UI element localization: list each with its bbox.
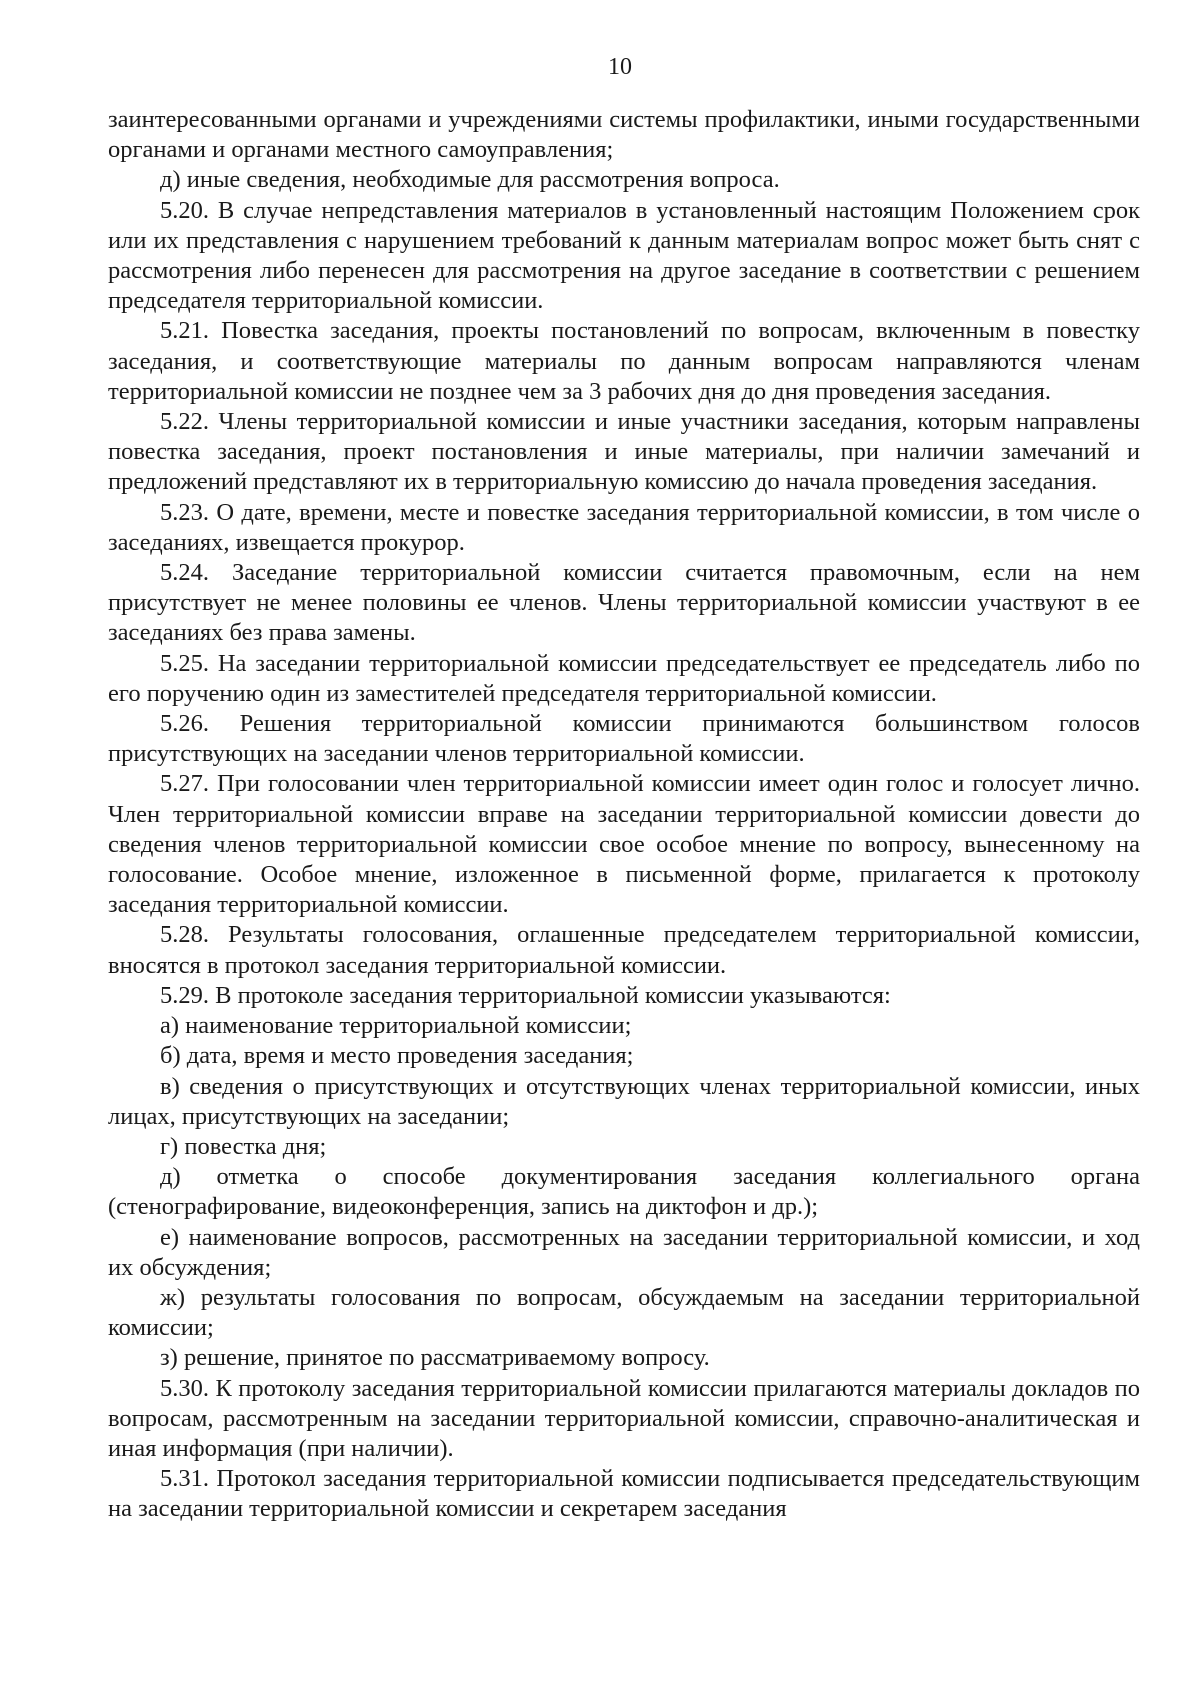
- list-item-d-other-info: д) иные сведения, необходимые для рассмотрения вопроса.: [160, 166, 780, 194]
- document-body: [108, 105, 1140, 1525]
- clause-5-24: 5.24. Заседание территориальной комиссии считается правомочным, если на нем присутствует не менее половины ее членов. Члены территориальной комиссии участвуют в ее заседаниях без права замены.: [108, 559, 1140, 647]
- list-item-d: д) отметка о способе документирования заседания коллегиального органа (стенографирование, видеоконференция, запись на диктофон и др.);: [108, 1163, 1140, 1221]
- list-item-e: е) наименование вопросов, рассмотренных на заседании территориальной комиссии, и ход их обсуждения;: [108, 1223, 1140, 1281]
- page-number: 10: [608, 54, 632, 80]
- list-item-g: г) повестка дня;: [160, 1132, 327, 1160]
- clause-5-25: 5.25. На заседании территориальной комиссии председательствует ее председатель либо по его поручению один из заместителей председателя территориальной комиссии.: [108, 649, 1140, 707]
- clause-5-27: 5.27. При голосовании член территориальной комиссии имеет один голос и голосует лично. Член территориальной комиссии вправе на заседании территориальной комиссии довести до сведения членов территориальной комиссии свое особое мнение по вопросу, вынесенному на голосование. Особое мнение, изложенное в письменной форме, прилагается к протоколу заседания территориальной комиссии.: [108, 770, 1140, 919]
- clause-5-20: 5.20. В случае непредставления материалов в установленный настоящим Положением срок или их представления с нарушением требований к данным материалам вопрос может быть снят с рассмотрения либо перенесен для рассмотрения на другое заседание в соответствии с решением председателя территориальной комиссии.: [108, 196, 1140, 315]
- clause-5-23: 5.23. О дате, времени, месте и повестке заседания территориальной комиссии, в том числе о заседаниях, извещается прокурор.: [108, 498, 1140, 556]
- list-item-z: з) решение, принятое по рассматриваемому вопросу.: [160, 1344, 710, 1372]
- clause-5-30: 5.30. К протоколу заседания территориальной комиссии прилагаются материалы докладов по вопросам, рассмотренным на заседании территориальной комиссии, справочно-аналитическая и иная информация (при наличии).: [108, 1374, 1140, 1462]
- clause-5-21: 5.21. Повестка заседания, проекты постановлений по вопросам, включенным в повестку заседания, и соответствующие материалы по данным вопросам направляются членам территориальной комиссии не позднее чем за 3 рабочих дня до дня проведения заседания.: [108, 317, 1140, 405]
- clause-5-22: 5.22. Члены территориальной комиссии и иные участники заседания, которым направлены повестка заседания, проект постановления и иные материалы, при наличии замечаний и предложений представляют их в территориальную комиссию до начала проведения заседания.: [108, 408, 1140, 496]
- clause-5-28: 5.28. Результаты голосования, оглашенные председателем территориальной комиссии, вносятся в протокол заседания территориальной комиссии.: [108, 921, 1140, 979]
- list-item-v: в) сведения о присутствующих и отсутствующих членах территориальной комиссии, иных лицах, присутствующих на заседании;: [108, 1072, 1140, 1130]
- list-item-zh: ж) результаты голосования по вопросам, обсуждаемым на заседании территориальной комиссии;: [108, 1283, 1140, 1342]
- clause-5-31: 5.31. Протокол заседания территориальной комиссии подписывается председательствующим на заседании территориальной комиссии и секретарем заседания: [108, 1465, 1140, 1523]
- clause-5-29: 5.29. В протоколе заседания территориальной комиссии указываются:: [160, 981, 891, 1009]
- clause-5-26: 5.26. Решения территориальной комиссии принимаются большинством голосов присутствующих на заседании членов территориальной комиссии.: [108, 710, 1140, 768]
- list-item-b: б) дата, время и место проведения заседания;: [160, 1042, 634, 1070]
- paragraph-continuation: заинтересованными органами и учреждениями системы профилактики, иными государственными органами и органами местного самоуправления;: [108, 106, 1140, 164]
- list-item-a: а) наименование территориальной комиссии;: [160, 1012, 632, 1040]
